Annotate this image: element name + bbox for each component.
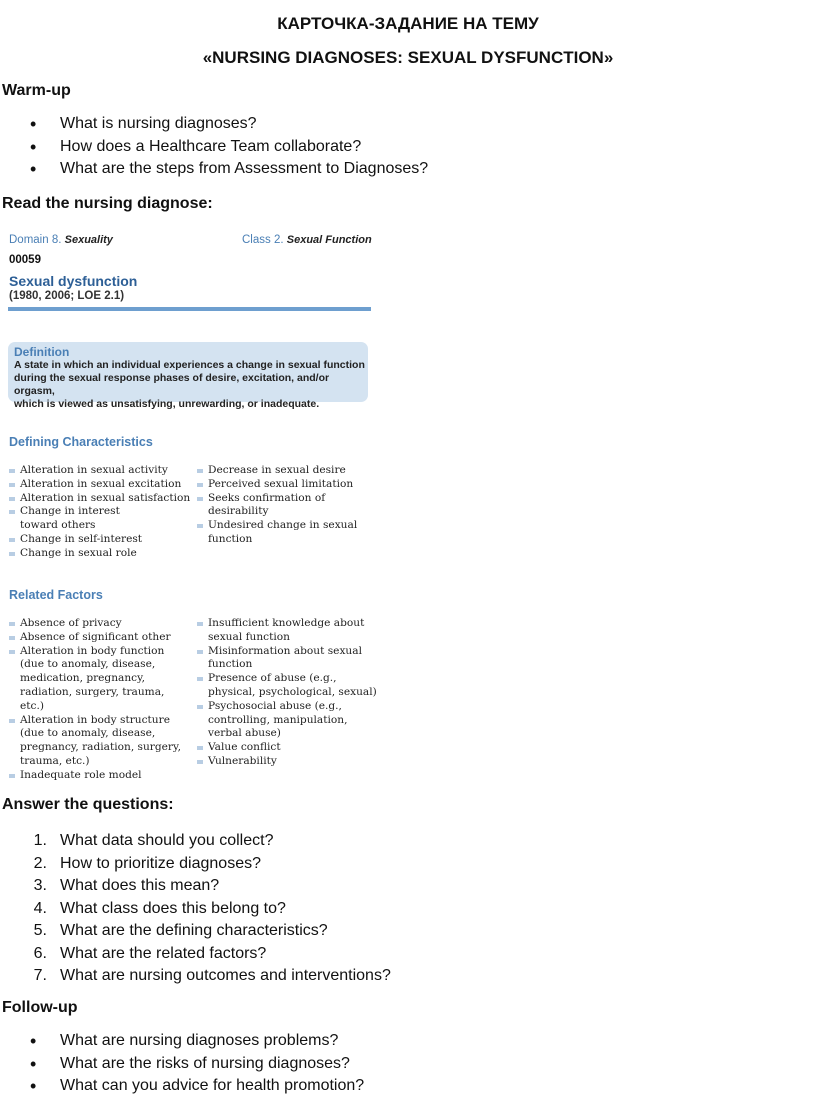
- question-text: What data should you collect?: [60, 832, 274, 849]
- list-item: Decrease in sexual desire: [196, 464, 368, 478]
- related-right-list: [196, 617, 377, 769]
- list-number: 3.: [33, 877, 47, 894]
- read-heading: Read the nursing diagnose:: [2, 195, 213, 212]
- defining-right-list: [196, 464, 368, 547]
- diagnosis-title: Sexual dysfunction: [9, 273, 138, 289]
- list-item: [0, 920, 391, 943]
- warmup-heading: Warm-up: [2, 82, 71, 99]
- list-item: Value conflict: [196, 741, 368, 755]
- question-text: What are the related factors?: [60, 944, 267, 962]
- list-item: [0, 898, 391, 921]
- list-item: Change in interest toward others: [8, 505, 150, 533]
- list-item: Vulnerability: [196, 755, 368, 769]
- answer-list: [0, 830, 391, 988]
- warmup-list: [0, 113, 428, 181]
- list-item: • What are nursing diagnoses problems?: [0, 1030, 364, 1053]
- question-text: What does this mean?: [60, 877, 220, 894]
- nursing-diagnosis-card: [8, 230, 377, 781]
- list-item: • What is nursing diagnoses?: [0, 113, 428, 136]
- question-text: How to prioritize diagnoses?: [60, 854, 261, 872]
- defining-left-list: [8, 464, 194, 561]
- list-number: 4.: [33, 899, 47, 917]
- list-item: Perceived sexual limitation: [196, 478, 368, 492]
- list-item: Insufficient knowledge about sexual function: [196, 617, 368, 645]
- related-factors-heading: Related Factors: [9, 588, 103, 602]
- list-item: Psychosocial abuse (e.g., controlling, manipulation, verbal abuse): [196, 700, 358, 741]
- list-item: Seeks confirmation of desirability: [196, 492, 333, 520]
- definition-label: Definition: [14, 345, 70, 359]
- definition-line: which is viewed as unsatisfying, unrewarding, or inadequate.: [14, 398, 320, 410]
- class-label: Class 2.: [242, 234, 284, 246]
- followup-heading: Follow-up: [2, 999, 78, 1016]
- question-text: What class does this belong to?: [60, 899, 286, 917]
- list-item: Alteration in sexual satisfaction: [8, 492, 194, 506]
- list-item: Inadequate role model: [8, 769, 194, 783]
- domain-name: Sexuality: [64, 234, 113, 246]
- definition-box: [8, 342, 368, 410]
- class-block: [242, 234, 372, 246]
- list-item: Undesired change in sexual function: [196, 519, 358, 547]
- question-text: What are nursing outcomes and interventions?: [60, 967, 391, 984]
- list-item: Alteration in body function (due to anomaly, disease, medication, pregnancy, radiation, surgery, trauma, etc.): [8, 645, 188, 714]
- title-line-1: КАРТОЧКА-ЗАДАНИЕ НА ТЕМУ: [277, 14, 539, 33]
- title-line-2: «NURSING DIAGNOSES: SEXUAL DYSFUNCTION»: [202, 48, 614, 67]
- list-number: 7.: [33, 967, 47, 984]
- list-item: • What can you advice for health promotion?: [0, 1075, 364, 1098]
- list-item: Absence of significant other: [8, 631, 194, 645]
- list-item: Change in sexual role: [8, 547, 194, 561]
- answer-heading: Answer the questions:: [2, 796, 174, 813]
- list-item: Change in self-interest: [8, 533, 194, 547]
- list-item: Presence of abuse (e.g., physical, psychological, sexual): [196, 672, 380, 700]
- defining-characteristics-heading: Defining Characteristics: [9, 435, 153, 449]
- list-item: Misinformation about sexual function: [196, 645, 368, 673]
- list-item: Alteration in body structure (due to anomaly, disease, pregnancy, radiation, surgery, trauma, etc.): [8, 714, 185, 769]
- list-item: [0, 965, 391, 988]
- definition-line: during the sexual response phases of desire, excitation, and/or orgasm,: [14, 372, 330, 397]
- list-number: 2.: [33, 854, 47, 872]
- list-item: • What are the steps from Assessment to Diagnoses?: [0, 158, 428, 181]
- list-item: [0, 875, 391, 898]
- question-text: What are the defining characteristics?: [60, 922, 328, 939]
- list-item: Alteration in sexual excitation: [8, 478, 194, 492]
- diagnosis-year: (1980, 2006; LOE 2.1): [9, 290, 125, 302]
- divider: [8, 307, 371, 311]
- list-item: [0, 853, 391, 876]
- list-item: [0, 830, 391, 853]
- list-item: [0, 943, 391, 966]
- related-left-list: [8, 617, 194, 783]
- domain-class-row: [9, 234, 374, 246]
- list-number: 1.: [33, 832, 47, 849]
- list-number: 6.: [33, 944, 47, 962]
- list-item: Absence of privacy: [8, 617, 194, 631]
- class-name: Sexual Function: [286, 234, 372, 246]
- list-item: • How does a Healthcare Team collaborate?: [0, 136, 428, 159]
- followup-list: [0, 1030, 364, 1098]
- list-item: • What are the risks of nursing diagnoses?: [0, 1053, 364, 1076]
- list-item: Alteration in sexual activity: [8, 464, 194, 478]
- list-number: 5.: [33, 922, 47, 939]
- definition-line: A state in which an individual experiences a change in sexual function: [14, 359, 365, 371]
- domain-label: Domain 8.: [9, 234, 62, 246]
- diagnosis-code: 00059: [9, 254, 41, 266]
